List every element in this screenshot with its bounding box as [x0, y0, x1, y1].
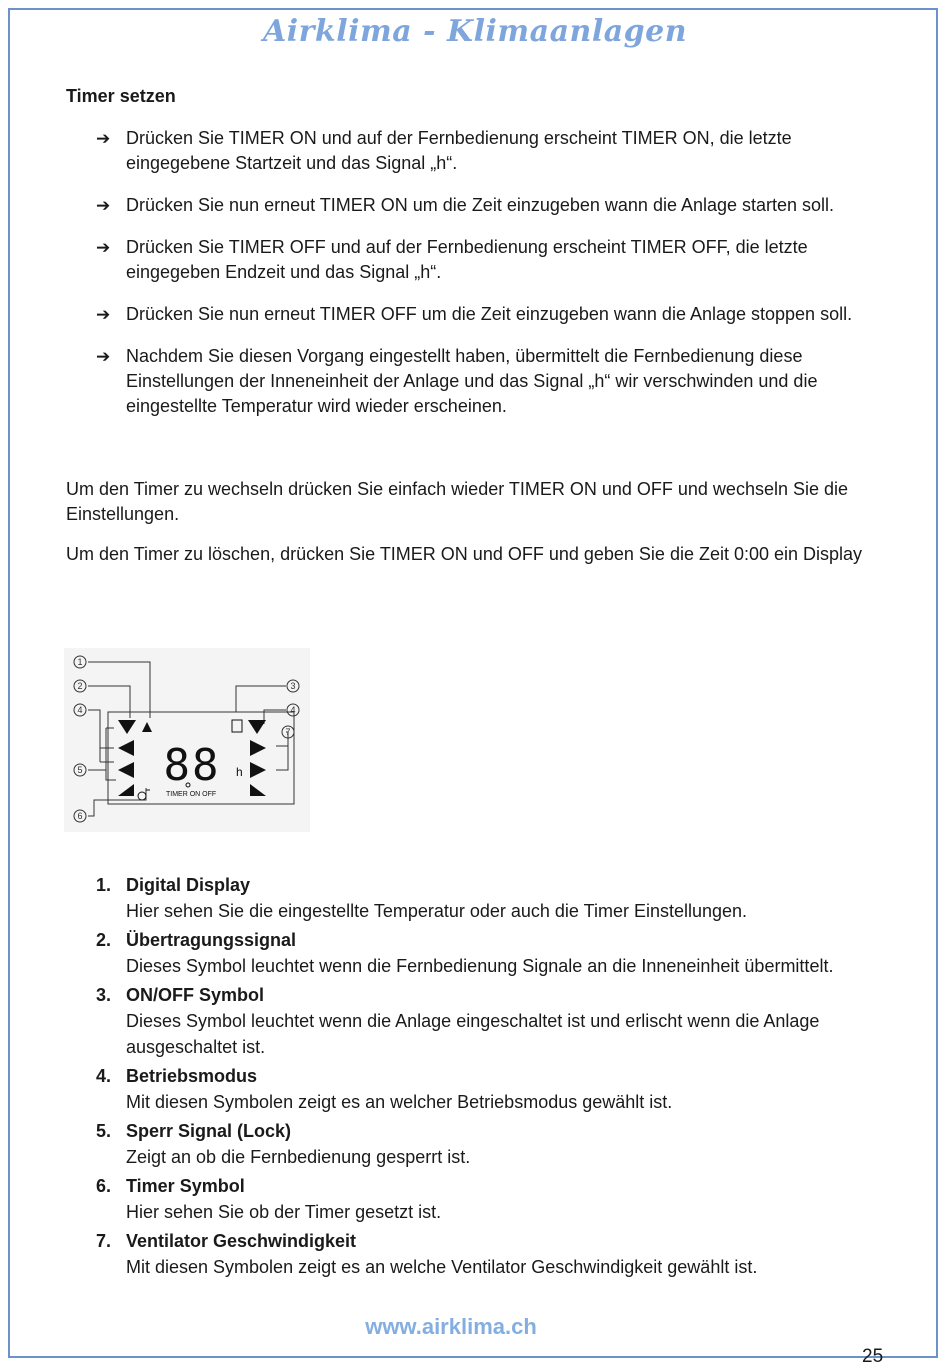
legend-description: Mit diesen Symbolen zeigt es an welche Ventilator Geschwindigkeit gewählt ist. — [126, 1257, 758, 1277]
instruction-text: Drücken Sie TIMER OFF und auf der Fernbedienung erscheint TIMER OFF, die letzte eingegeben Endzeit und das Signal „h“. — [126, 237, 808, 282]
legend-term: Timer Symbol — [126, 1176, 245, 1196]
legend-description: Dieses Symbol leuchtet wenn die Fernbedienung Signale an die Inneneinheit übermittelt. — [126, 956, 834, 976]
legend-term: Ventilator Geschwindigkeit — [126, 1231, 357, 1251]
instruction-item — [96, 235, 896, 285]
remote-display-diagram — [64, 648, 310, 832]
legend-item — [96, 872, 896, 924]
legend-description: Hier sehen Sie ob der Timer gesetzt ist. — [126, 1202, 442, 1222]
legend-description: Zeigt an ob die Fernbedienung gesperrt ist. — [126, 1147, 471, 1167]
legend-number: 5. — [96, 1121, 112, 1141]
instruction-item — [96, 193, 896, 218]
legend-number: 4. — [96, 1066, 112, 1086]
callout-number-4-left: 4 — [77, 705, 83, 715]
page-number: 25 — [862, 1346, 884, 1367]
legend-term: Übertragungssignal — [126, 930, 297, 950]
legend-item — [96, 1228, 896, 1280]
legend-item — [96, 1173, 896, 1225]
header-title: Airklima - Klimaanlagen — [262, 14, 688, 49]
legend-term: Digital Display — [126, 875, 251, 895]
instruction-item — [96, 302, 896, 327]
legend-list — [96, 872, 896, 1283]
instruction-text: Drücken Sie nun erneut TIMER OFF um die Zeit einzugeben wann die Anlage stoppen soll. — [126, 304, 853, 324]
footer-url[interactable]: www.airklima.ch — [365, 1314, 537, 1339]
legend-number: 6. — [96, 1176, 112, 1196]
legend-term: ON/OFF Symbol — [126, 985, 265, 1005]
instruction-text: Drücken Sie nun erneut TIMER ON um die Zeit einzugeben wann die Anlage starten soll. — [126, 195, 835, 215]
timer-label: TIMER ON OFF — [166, 791, 217, 798]
arrow-right-icon: ➔ — [96, 347, 111, 366]
paragraph-change-timer: Um den Timer zu wechseln drücken Sie einfach wieder TIMER ON und OFF und wechseln Sie die Einstellungen. — [66, 479, 849, 524]
callout-number-7: 7 — [285, 727, 291, 737]
legend-item — [96, 1118, 896, 1170]
legend-number: 2. — [96, 930, 112, 950]
instruction-text: Nachdem Sie diesen Vorgang eingestellt haben, übermittelt die Fernbedienung diese Einstellungen der Inneneinheit der Anlage und das Signal „h“ wir verschwinden und die eingestellte Temperatur wird wieder erscheinen. — [126, 346, 818, 416]
callout-number-1: 1 — [77, 657, 83, 667]
legend-number: 3. — [96, 985, 112, 1005]
legend-number: 7. — [96, 1231, 112, 1251]
arrow-right-icon: ➔ — [96, 129, 111, 148]
legend-item — [96, 1063, 896, 1115]
legend-term: Sperr Signal (Lock) — [126, 1121, 292, 1141]
callout-number-5: 5 — [77, 765, 83, 775]
instruction-list — [96, 126, 896, 436]
instruction-item — [96, 126, 896, 176]
callout-number-3: 3 — [290, 681, 296, 691]
unit-h: h — [236, 765, 243, 779]
arrow-right-icon: ➔ — [96, 305, 111, 324]
legend-number: 1. — [96, 875, 112, 895]
arrow-right-icon: ➔ — [96, 196, 111, 215]
legend-term: Betriebsmodus — [126, 1066, 258, 1086]
callout-number-2: 2 — [77, 681, 83, 691]
instruction-item — [96, 344, 896, 419]
callout-number-6: 6 — [77, 811, 83, 821]
legend-description: Dieses Symbol leuchtet wenn die Anlage eingeschaltet ist und erlischt wenn die Anlage ausgeschaltet ist. — [126, 1011, 820, 1057]
legend-description: Mit diesen Symbolen zeigt es an welcher Betriebsmodus gewählt ist. — [126, 1092, 673, 1112]
legend-description: Hier sehen Sie die eingestellte Temperatur oder auch die Timer Einstellungen. — [126, 901, 748, 921]
instruction-text: Drücken Sie TIMER ON und auf der Fernbedienung erscheint TIMER ON, die letzte eingegebene Startzeit und das Signal „h“. — [126, 128, 792, 173]
section-title: Timer setzen — [66, 86, 176, 106]
legend-item — [96, 982, 896, 1060]
legend-item — [96, 927, 896, 979]
paragraph-delete-timer: Um den Timer zu löschen, drücken Sie TIMER ON und OFF und geben Sie die Zeit 0:00 ein Display — [66, 544, 863, 564]
callout-number-4-right: 4 — [290, 705, 296, 715]
arrow-right-icon: ➔ — [96, 238, 111, 257]
digital-display: 88 — [163, 740, 221, 791]
